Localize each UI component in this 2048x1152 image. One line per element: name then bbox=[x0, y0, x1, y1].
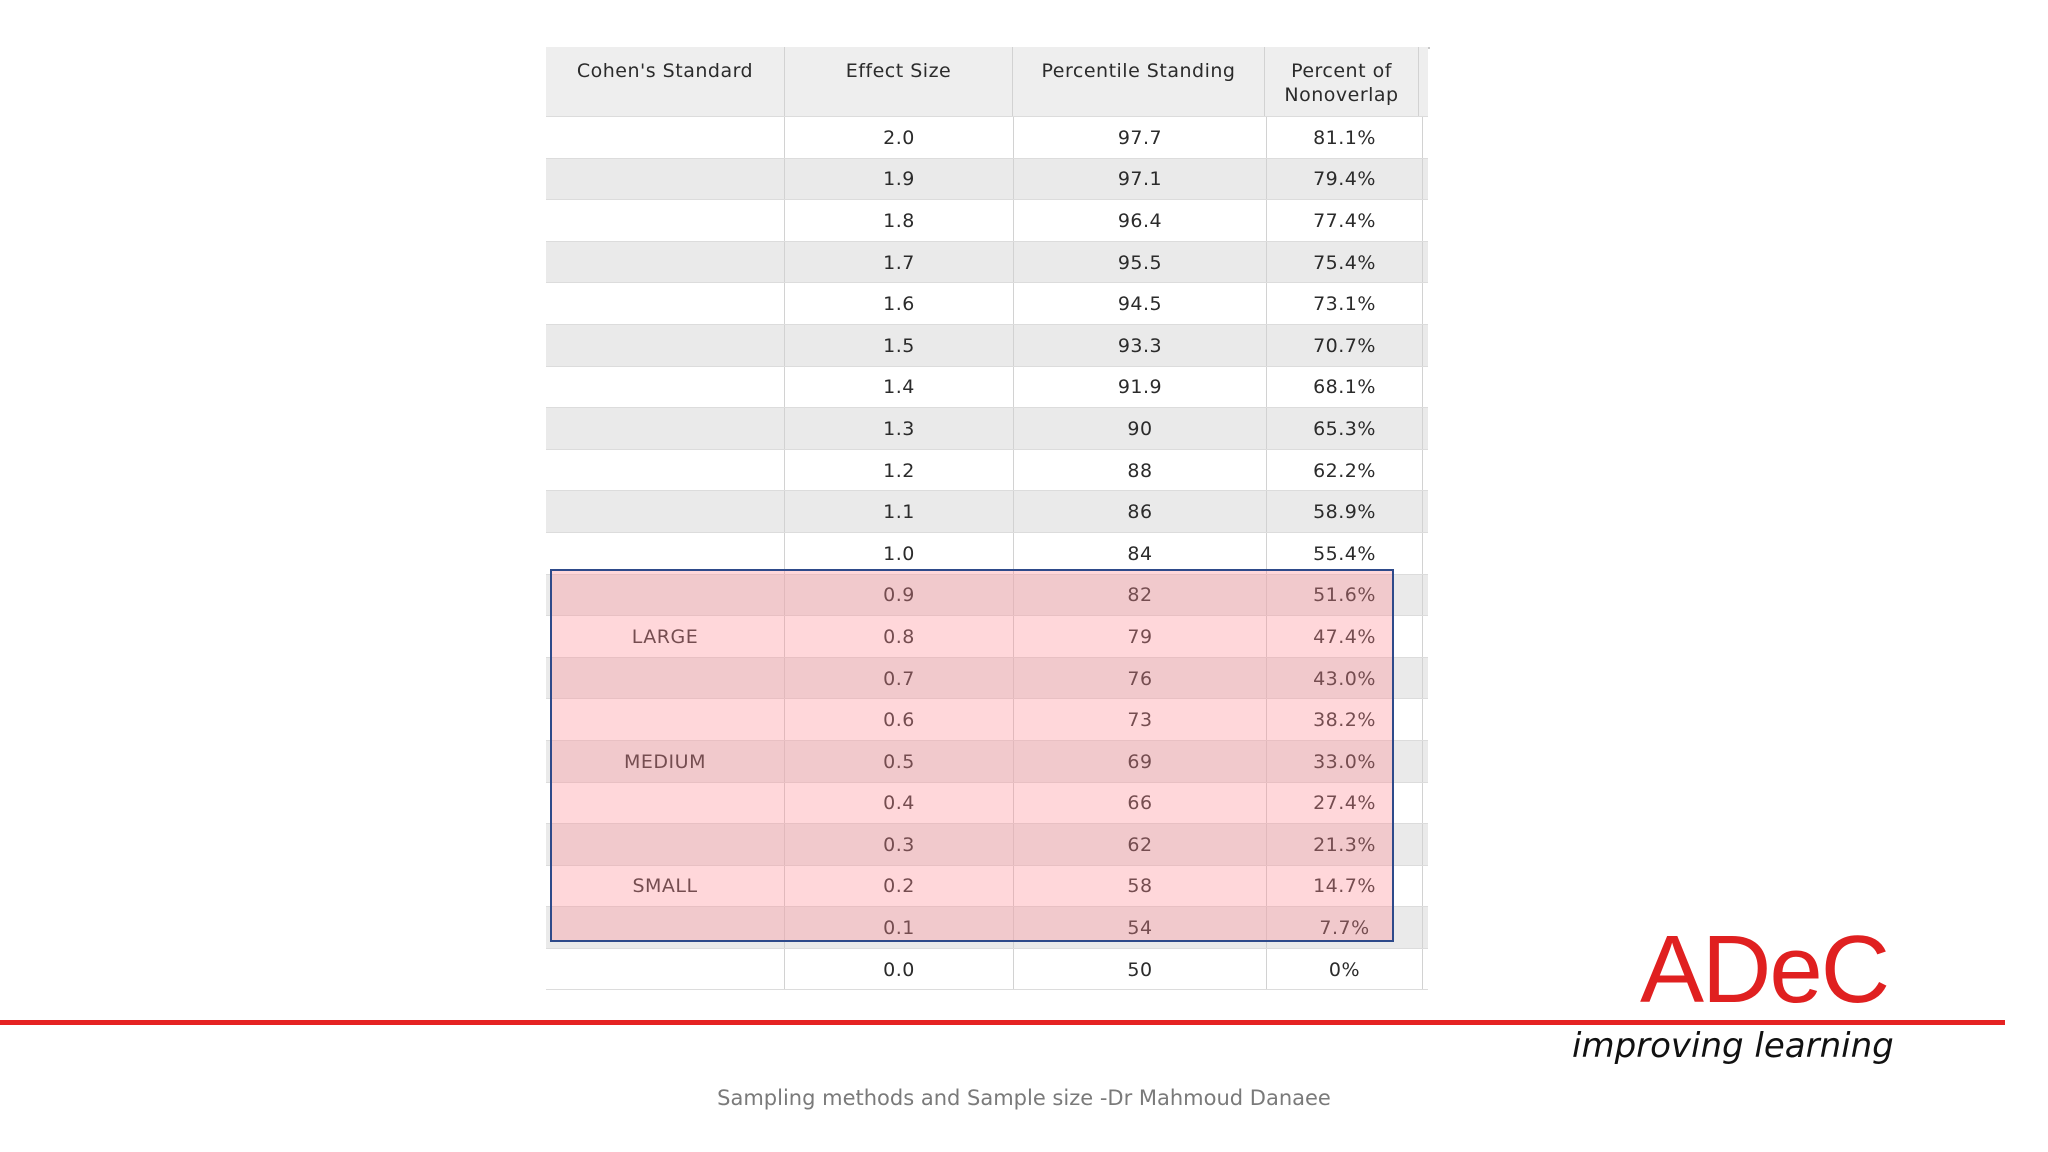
table-header-row bbox=[546, 47, 1428, 117]
cohens-standard-cell bbox=[546, 367, 784, 409]
cohens-standard-cell bbox=[546, 783, 784, 825]
percentile-standing-cell: 58 bbox=[1013, 866, 1266, 908]
effect-size-cell: 2.0 bbox=[784, 117, 1013, 159]
header-percent-nonoverlap: Percent of Nonoverlap bbox=[1264, 47, 1419, 117]
effect-size-cell: 0.1 bbox=[784, 907, 1013, 949]
cohens-standard-cell: MEDIUM bbox=[624, 750, 706, 773]
cohens-standard-cell bbox=[546, 159, 784, 201]
cohens-standard-cell bbox=[546, 699, 784, 741]
percent-nonoverlap-cell: 79.4% bbox=[1266, 159, 1423, 201]
effect-size-cell: 1.7 bbox=[784, 242, 1013, 284]
percent-nonoverlap-cell: 7.7% bbox=[1266, 907, 1423, 949]
effect-size-cell: 1.6 bbox=[784, 283, 1013, 325]
cohens-standard-cell bbox=[546, 325, 784, 367]
effect-size-cell: 0.0 bbox=[784, 949, 1013, 991]
percent-nonoverlap-cell: 14.7% bbox=[1266, 866, 1423, 908]
effect-size-cell: 1.8 bbox=[784, 200, 1013, 242]
percent-nonoverlap-cell: 68.1% bbox=[1266, 367, 1423, 409]
percent-nonoverlap-cell: 75.4% bbox=[1266, 242, 1423, 284]
table-row bbox=[546, 408, 1428, 450]
table-row bbox=[546, 699, 1428, 741]
percent-nonoverlap-cell: 81.1% bbox=[1266, 117, 1423, 159]
percentile-standing-cell: 66 bbox=[1013, 783, 1266, 825]
percentile-standing-cell: 95.5 bbox=[1013, 242, 1266, 284]
table-body bbox=[546, 117, 1428, 990]
cohens-standard-cell bbox=[546, 949, 784, 991]
percentile-standing-cell: 93.3 bbox=[1013, 325, 1266, 367]
table-row bbox=[546, 907, 1428, 949]
table-row bbox=[546, 658, 1428, 700]
percentile-standing-cell: 91.9 bbox=[1013, 367, 1266, 409]
table-row bbox=[546, 242, 1428, 284]
percentile-standing-cell: 97.1 bbox=[1013, 159, 1266, 201]
adec-logo: ADeC bbox=[1640, 916, 1889, 1023]
effect-size-cell: 1.3 bbox=[784, 408, 1013, 450]
percent-nonoverlap-cell: 47.4% bbox=[1266, 616, 1423, 658]
effect-size-cell: 0.5 bbox=[784, 741, 1013, 783]
percentile-standing-cell: 76 bbox=[1013, 658, 1266, 700]
table-row bbox=[546, 450, 1428, 492]
effect-size-cell: 1.4 bbox=[784, 367, 1013, 409]
cohens-standard-cell bbox=[546, 200, 784, 242]
table-row bbox=[546, 367, 1428, 409]
cohens-standard-cell: SMALL bbox=[632, 875, 698, 898]
cohens-standard-cell bbox=[546, 575, 784, 617]
percentile-standing-cell: 54 bbox=[1013, 907, 1266, 949]
percent-nonoverlap-cell: 70.7% bbox=[1266, 325, 1423, 367]
percent-nonoverlap-cell: 0% bbox=[1266, 949, 1423, 991]
percentile-standing-cell: 97.7 bbox=[1013, 117, 1266, 159]
header-effect-size: Effect Size bbox=[784, 47, 1012, 117]
percentile-standing-cell: 69 bbox=[1013, 741, 1266, 783]
cohens-standard-cell bbox=[546, 491, 784, 533]
table-row bbox=[546, 866, 1428, 908]
table-row bbox=[546, 491, 1428, 533]
effect-size-cell: 0.3 bbox=[784, 824, 1013, 866]
percent-nonoverlap-cell: 55.4% bbox=[1266, 533, 1423, 575]
cohens-standard-cell bbox=[546, 907, 784, 949]
cohens-standard-cell bbox=[546, 658, 784, 700]
percentile-standing-cell: 84 bbox=[1013, 533, 1266, 575]
percentile-standing-cell: 62 bbox=[1013, 824, 1266, 866]
percentile-standing-cell: 94.5 bbox=[1013, 283, 1266, 325]
percent-nonoverlap-cell: 58.9% bbox=[1266, 491, 1423, 533]
percent-nonoverlap-cell: 77.4% bbox=[1266, 200, 1423, 242]
effect-size-cell: 1.5 bbox=[784, 325, 1013, 367]
table-row bbox=[546, 159, 1428, 201]
percent-nonoverlap-cell: 38.2% bbox=[1266, 699, 1423, 741]
cohens-standard-cell bbox=[546, 450, 784, 492]
percentile-standing-cell: 82 bbox=[1013, 575, 1266, 617]
percent-nonoverlap-cell: 27.4% bbox=[1266, 783, 1423, 825]
table-row bbox=[546, 824, 1428, 866]
cohens-standard-cell bbox=[546, 533, 784, 575]
effect-size-cell: 1.2 bbox=[784, 450, 1013, 492]
table-row bbox=[546, 783, 1428, 825]
table-row bbox=[546, 283, 1428, 325]
percentile-standing-cell: 90 bbox=[1013, 408, 1266, 450]
percentile-standing-cell: 88 bbox=[1013, 450, 1266, 492]
percentile-standing-cell: 96.4 bbox=[1013, 200, 1266, 242]
table-row bbox=[546, 533, 1428, 575]
table-row bbox=[546, 575, 1428, 617]
percentile-standing-cell: 79 bbox=[1013, 616, 1266, 658]
percent-nonoverlap-cell: 21.3% bbox=[1266, 824, 1423, 866]
table-row bbox=[546, 616, 1428, 658]
table-row bbox=[546, 200, 1428, 242]
percentile-standing-cell: 86 bbox=[1013, 491, 1266, 533]
effect-size-cell: 0.7 bbox=[784, 658, 1013, 700]
table-row bbox=[546, 949, 1428, 991]
percent-nonoverlap-cell: 51.6% bbox=[1266, 575, 1423, 617]
percent-nonoverlap-cell: 62.2% bbox=[1266, 450, 1423, 492]
footer-caption: Sampling methods and Sample size -Dr Mahmoud Danaee bbox=[717, 1086, 1331, 1110]
cohens-standard-cell bbox=[546, 117, 784, 159]
effect-size-cell: 0.2 bbox=[784, 866, 1013, 908]
percent-nonoverlap-cell: 33.0% bbox=[1266, 741, 1423, 783]
header-percentile-standing: Percentile Standing bbox=[1012, 47, 1264, 117]
percent-nonoverlap-cell: 73.1% bbox=[1266, 283, 1423, 325]
cohens-standard-cell bbox=[546, 408, 784, 450]
percent-nonoverlap-cell: 65.3% bbox=[1266, 408, 1423, 450]
table-row bbox=[546, 117, 1428, 159]
effect-size-cell: 1.0 bbox=[784, 533, 1013, 575]
logo-tagline: improving learning bbox=[1572, 1026, 1894, 1066]
cohens-standard-cell: LARGE bbox=[631, 625, 699, 648]
header-cohens-standard: Cohen's Standard bbox=[576, 60, 754, 82]
effect-size-cell: 0.9 bbox=[784, 575, 1013, 617]
percentile-standing-cell: 73 bbox=[1013, 699, 1266, 741]
effect-size-cell: 0.4 bbox=[784, 783, 1013, 825]
table-row bbox=[546, 325, 1428, 367]
effect-size-cell: 0.6 bbox=[784, 699, 1013, 741]
cohens-standard-cell bbox=[546, 283, 784, 325]
table-row bbox=[546, 741, 1428, 783]
effect-size-table bbox=[546, 47, 1428, 990]
effect-size-cell: 1.1 bbox=[784, 491, 1013, 533]
percentile-standing-cell: 50 bbox=[1013, 949, 1266, 991]
cohens-standard-cell bbox=[546, 824, 784, 866]
percent-nonoverlap-cell: 43.0% bbox=[1266, 658, 1423, 700]
effect-size-cell: 1.9 bbox=[784, 159, 1013, 201]
effect-size-cell: 0.8 bbox=[784, 616, 1013, 658]
cohens-standard-cell bbox=[546, 242, 784, 284]
